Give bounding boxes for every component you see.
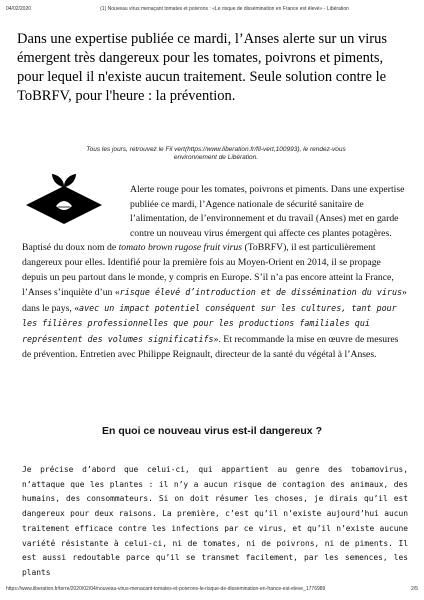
logo-float-space bbox=[22, 183, 130, 241]
interview-question: En quoi ce nouveau virus est-il dangereux ? bbox=[102, 425, 322, 437]
quote-impact: avec un impact potentiel conséquent sur les cultures, tant pour les filières professionnelles que pour les productions familiales qui représentent des volumes significatifs bbox=[22, 302, 397, 344]
print-footer bbox=[6, 586, 418, 595]
article-lead: Dans une expertise publiée ce mardi, l’Anses alerte sur un virus émergent très dangereux pour les tomates, poivrons et piments, pour lequel il n'existe aucun traitement. Seule solution contre le ToBRFV, pour l'heure : la prévention. bbox=[17, 31, 388, 104]
article-url: https://www.liberation.fr/terre/2020/02/04/nouveau-virus-menacant-tomates-et-poivrons-le-risque-de-dissemination-en-france-est-eleve_1776989 bbox=[6, 586, 326, 592]
intro-text-1: Alerte rouge pour les tomates, poivrons et piments. Dans une expertise publiée ce mardi, l’Agence nationale de sécurité sanitaire de l’alimentation, de l’environnement et du travail (Anses) met en garde contre un nouveau virus émergent qui affecte ces plantes potagères. Baptisé du doux nom de bbox=[22, 184, 405, 254]
fil-vert-note: Tous les jours, retrouvez le Fil vert(https://www.liberation.fr/fil-vert,100993), le rendez-vous environnement de Libération. bbox=[86, 146, 346, 161]
print-date: 04/02/2020 bbox=[6, 6, 32, 12]
intro-text-4: ». Et recommande la mise en œuvre de mesures de prévention. Entretien avec Philippe Reignault, directeur de la santé du végétal à l’Anses. bbox=[22, 333, 399, 360]
intro-text-3: » dans le pays, « bbox=[22, 287, 407, 314]
print-header bbox=[6, 6, 418, 16]
print-title: (1) Nouveau virus menaçant tomates et poivrons : «Le risque de dissémination en France est élevé» - Libération bbox=[100, 6, 349, 12]
quote-risk: risque élevé d’introduction et de dissémination du virus bbox=[119, 287, 403, 298]
virus-name: tomato brown rugose fruit virus bbox=[118, 242, 243, 254]
intro-text-2: (ToBRFV), il est particulièrement dangereux pour elles. Identifié pour la première fois au Moyen-Orient en 2014, il se propage depuis un peu partout dans le monde, y compris en Europe. S’il n’a pas encore atteint la France, l’Anses s’inquiète d’un « bbox=[22, 242, 394, 299]
intro-paragraph bbox=[22, 183, 408, 362]
interview-answer: Je précise d’abord que celui-ci, qui appartient au genre des tobamovirus, n’attaque que les plantes : il n’y a aucun risque de contagion des animaux, des humains, des consommateurs. Si on doit résumer les choses, je dirais qu’il est dangereux pour deux raisons. La première, c’est qu’il n’existe aujourd’hui aucun traitement efficace contre les infections par ce virus, et qu’il n’existe aucune variété résistante à celui-ci, ni de tomates, ni de poivrons, ni de piments. Il est aussi redoutable parce qu’il se transmet facilement, par les semences, les plants bbox=[22, 465, 408, 577]
page-number: 2/5 bbox=[411, 586, 418, 592]
